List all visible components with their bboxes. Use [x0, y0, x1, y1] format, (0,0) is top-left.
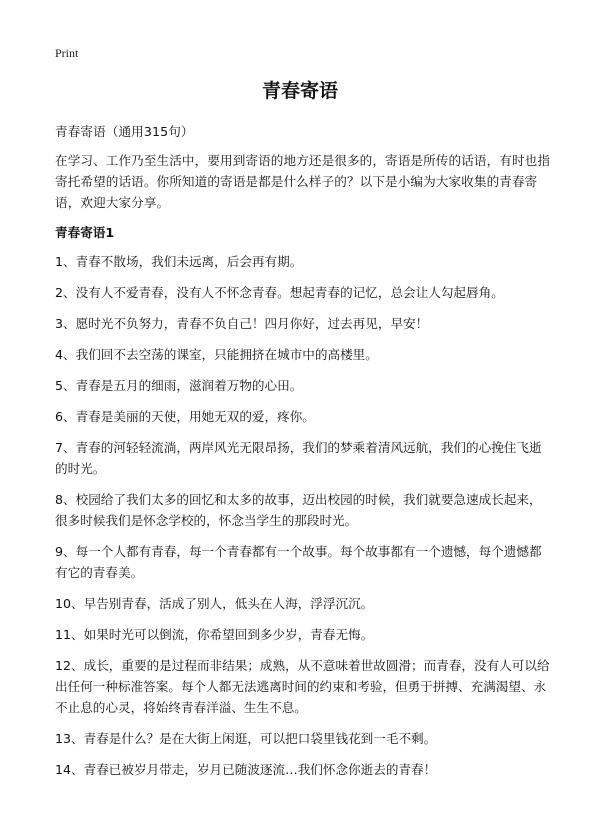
intro-paragraph: 在学习、工作乃至生活中，要用到寄语的地方还是很多的，寄语是所传的话语，有时也指寄托希望的话语。你所知道的寄语是都是什么样子的？以下是小编为大家收集的青春寄语，欢迎大家分享。	[55, 153, 551, 210]
list-item: 12、成长，重要的是过程而非结果；成熟，从不意味着世故圆滑；而青春，没有人可以给出任何一种标准答案。每个人都无法逃离时间的约束和考验，但勇于拼搏、充满渴望、永不止息的心灵，将始终青春洋溢、生生不息。	[55, 658, 550, 715]
page-title: 青春寄语	[261, 80, 338, 102]
list-item: 8、校园给了我们太多的回忆和太多的故事，迈出校园的时候，我们就要急速成长起来，很多时候我们是怀念学校的，怀念当学生的那段时光。	[55, 492, 542, 528]
list-item: 5、青春是五月的细雨，滋润着万物的心田。	[55, 378, 303, 393]
print-link[interactable]: Print	[55, 46, 79, 60]
article-subtitle: 青春寄语（通用315句）	[55, 124, 194, 139]
list-item: 3、愿时光不负努力，青春不负自己！四月你好，过去再见，早安！	[55, 316, 429, 331]
list-item: 14、青春已被岁月带走，岁月已随波逐流…我们怀念你逝去的青春！	[55, 762, 437, 777]
article-body	[55, 121, 552, 790]
list-item: 6、青春是美丽的天使，用她无双的爱，疼你。	[55, 409, 315, 424]
list-item: 2、没有人不爱青春，没有人不怀念青春。想起青春的记忆，总会让人勾起唇角。	[55, 285, 504, 300]
list-item: 9、每一个人都有青春，每一个青春都有一个故事。每个故事都有一个遗憾，每个遗憾都有它的青春美。	[55, 544, 542, 580]
section-heading: 青春寄语1	[55, 225, 115, 240]
list-item: 13、青春是什么？是在大街上闲逛，可以把口袋里钱花到一毛不剩。	[55, 731, 437, 746]
list-item: 11、如果时光可以倒流，你希望回到多少岁，青春无悔。	[55, 627, 374, 642]
list-item: 1、青春不散场，我们未远离，后会再有期。	[55, 254, 303, 269]
list-item: 4、我们回不去空荡的课室，只能拥挤在城市中的高楼里。	[55, 347, 378, 362]
list-item: 7、青春的河轻轻流淌，两岸风光无限昂扬，我们的梦乘着清风远航，我们的心挽住飞逝的时光。	[55, 440, 542, 476]
list-item: 10、早告别青春，活成了别人，低头在人海，浮浮沉沉。	[55, 596, 374, 611]
